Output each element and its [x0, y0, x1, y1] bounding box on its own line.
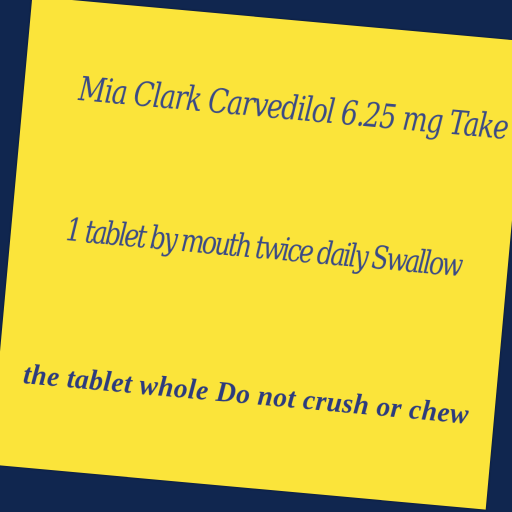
- note-line-3: the tablet whole Do not crush or chew: [21, 359, 471, 431]
- note-line-2: 1 tablet by mouth twice daily Swallow: [64, 210, 463, 285]
- note-line-1: Mia Clark Carvedilol 6.25 mg Take: [77, 69, 510, 148]
